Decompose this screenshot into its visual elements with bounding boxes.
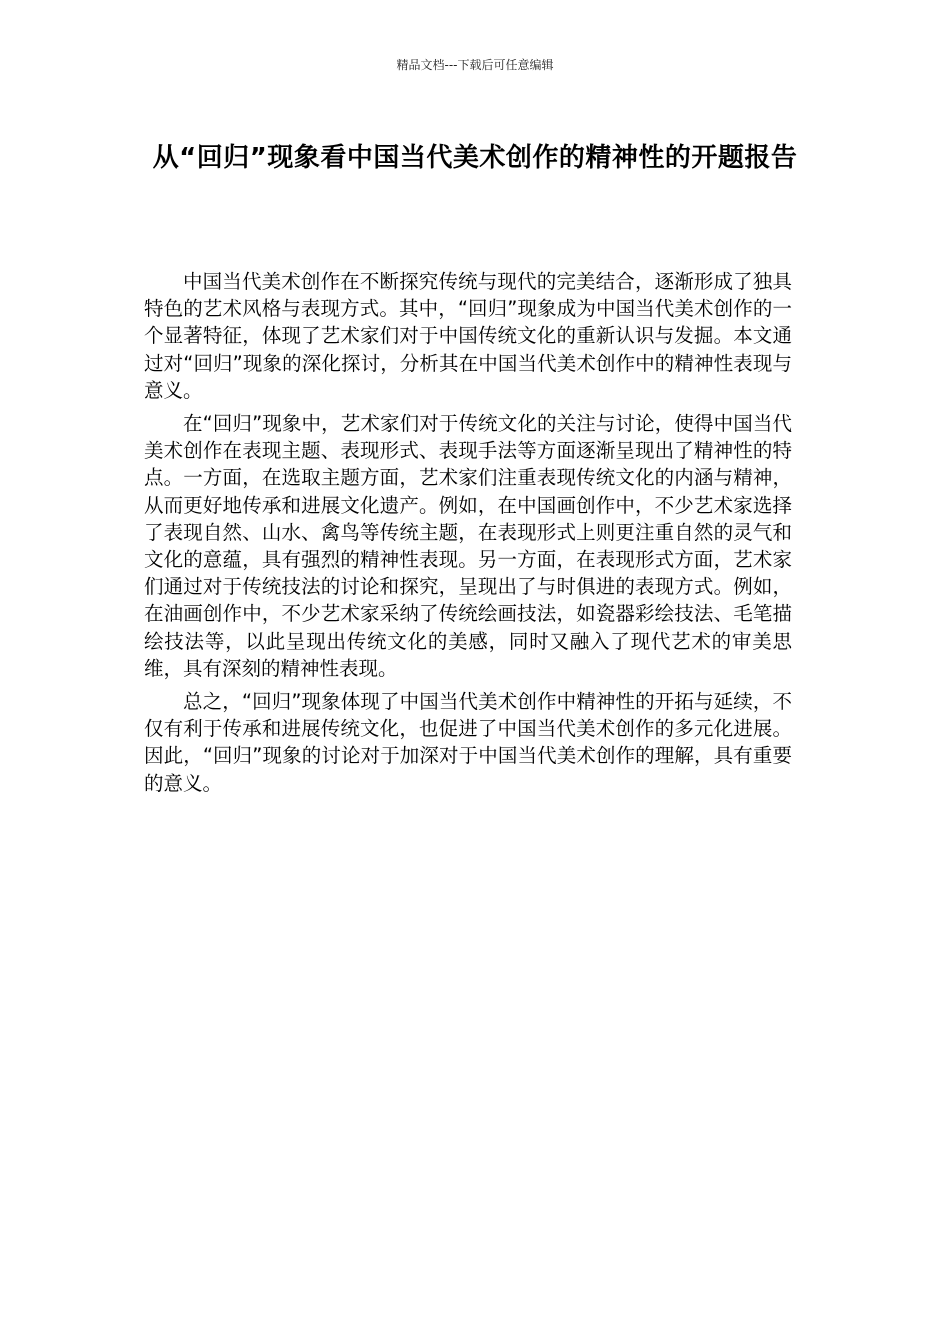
header-note: 精品文档---下载后可任意编辑 [396,58,554,72]
paragraph-1: 中国当代美术创作在不断探究传统与现代的完美结合，逐渐形成了独具特色的艺术风格与表现方式。其中，“回归”现象成为中国当代美术创作的一个显著特征，体现了艺术家们对于中国传统文化的重新认识与发掘。本文通过对“回归”现象的深化探讨，分析其在中国当代美术创作中的精神性表现与意义。 [144,270,792,402]
paragraph-3: 总之，“回归”现象体现了中国当代美术创作中精神性的开拓与延续，不仅有利于传承和进展传统文化，也促进了中国当代美术创作的多元化进展。因此，“回归”现象的讨论对于加深对于中国当代美术创作的理解，具有重要的意义。 [144,690,792,795]
document-body [144,268,792,803]
paragraph-2: 在“回归”现象中，艺术家们对于传统文化的关注与讨论，使得中国当代美术创作在表现主题、表现形式、表现手法等方面逐渐呈现出了精神性的特点。一方面，在选取主题方面，艺术家们注重表现传统文化的内涵与精神，从而更好地传承和进展文化遗产。例如，在中国画创作中，不少艺术家选择了表现自然、山水、禽鸟等传统主题，在表现形式上则更注重自然的灵气和文化的意蕴，具有强烈的精神性表现。另一方面，在表现形式方面，艺术家们通过对于传统技法的讨论和探究，呈现出了与时俱进的表现方式。例如，在油画创作中，不少艺术家采纳了传统绘画技法，如瓷器彩绘技法、毛笔描绘技法等，以此呈现出传统文化的美感，同时又融入了现代艺术的审美思维，具有深刻的精神性表现。 [144,412,792,680]
document-title: 从“回归”现象看中国当代美术创作的精神性的开题报告 [152,143,798,173]
